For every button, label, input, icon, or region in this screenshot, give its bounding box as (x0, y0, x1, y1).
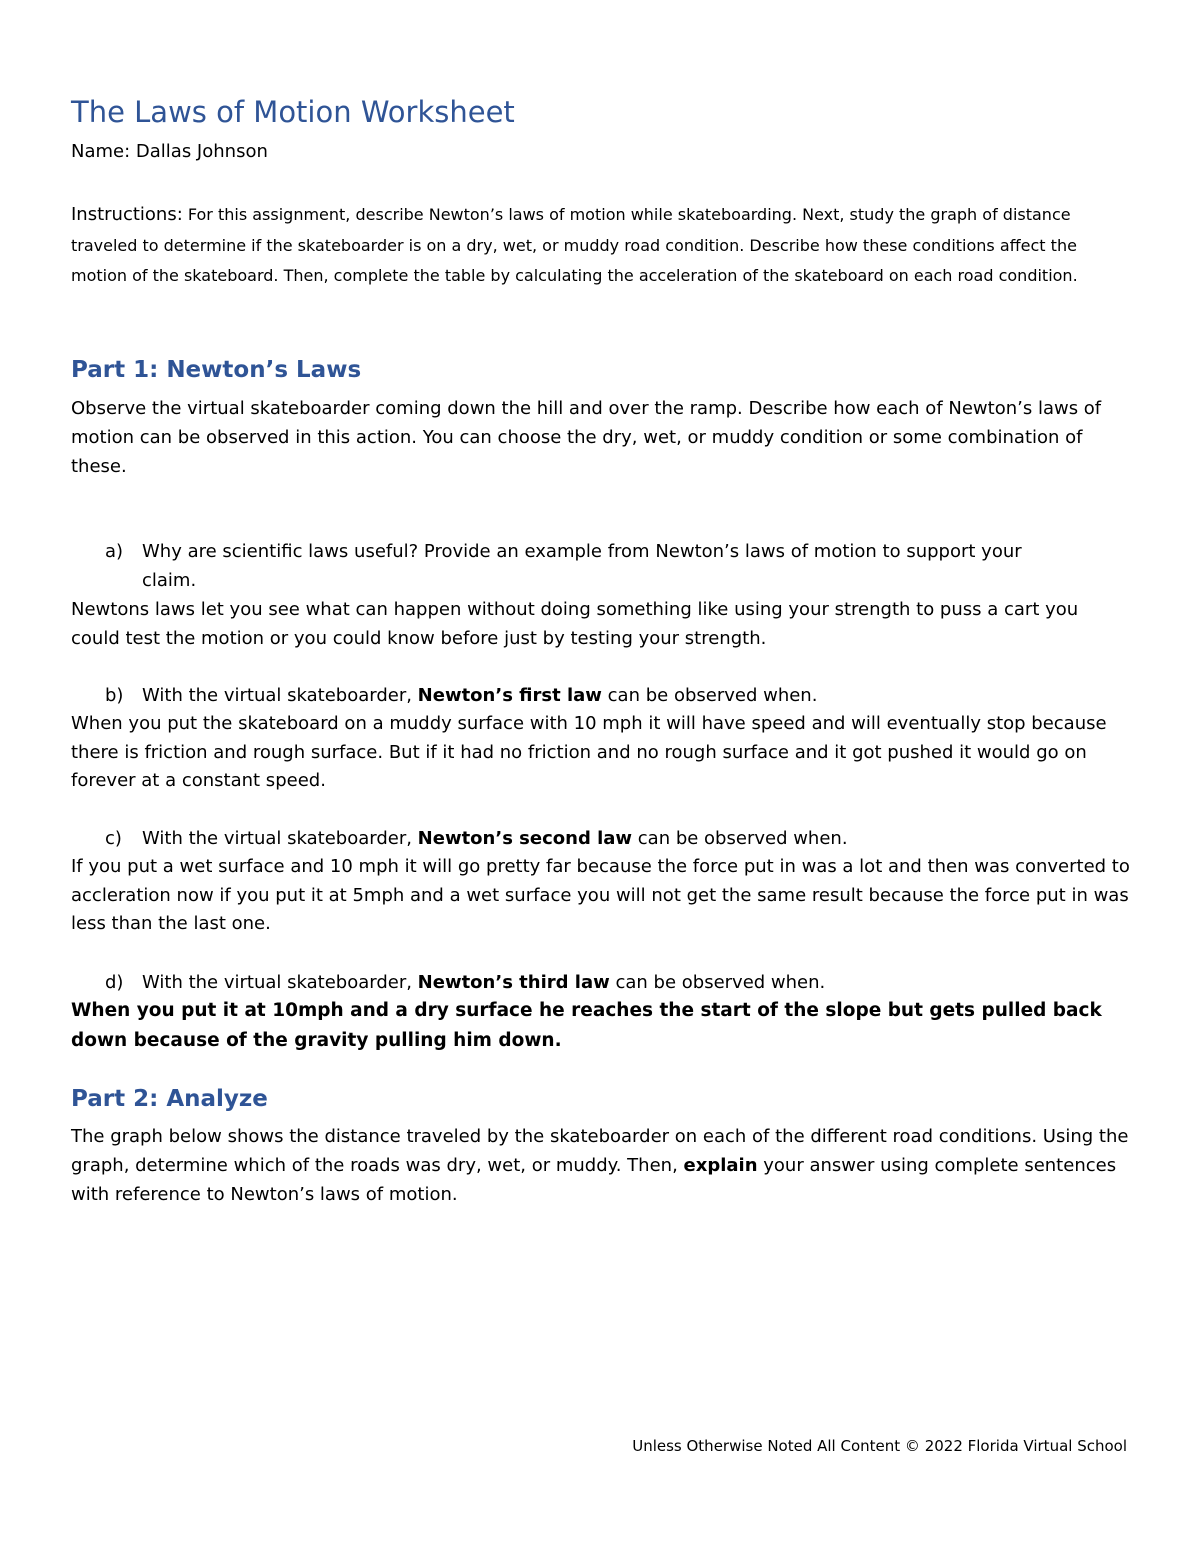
question-suffix: can be observed when. (601, 685, 818, 706)
part2-heading: Part 2: Analyze (71, 1086, 268, 1112)
answer-d: When you put it at 10mph and a dry surface he reaches the start of the slope but gets pulled back down because of the gravity pulling him down. (71, 1000, 1102, 1051)
part1-intro: Observe the virtual skateboarder coming down the hill and over the ramp. Describe how each of Newton’s laws of motion can be observed in this action. You can choose the dry, wet, or muddy condition or some combination of these. (71, 398, 1102, 477)
question-marker: c) (105, 828, 122, 849)
question-marker: a) (105, 541, 124, 562)
question-b (105, 681, 1105, 710)
instructions-label: Instructions: (71, 204, 183, 225)
part2-text (71, 1122, 1131, 1209)
question-marker: b) (105, 685, 124, 706)
question-prefix: With the virtual skateboarder, (142, 828, 418, 849)
question-d (105, 968, 1105, 997)
question-marker: d) (105, 972, 124, 993)
question-bold: Newton’s first law (417, 685, 602, 706)
question-suffix: can be observed when. (632, 828, 848, 849)
page-title: The Laws of Motion Worksheet (71, 95, 515, 129)
name-value: Dallas Johnson (135, 141, 268, 162)
question-text: Why are scientific laws useful? Provide an example from Newton’s laws of motion to support your (142, 541, 1022, 562)
question-text-continued: claim. (142, 570, 197, 591)
student-name (71, 141, 268, 162)
name-label: Name: (71, 141, 131, 162)
instructions (71, 200, 1121, 292)
answer-a: Newtons laws let you see what can happen without doing something like using your strength to puss a cart you could test the motion or you could know before just by testing your strength. (71, 599, 1079, 649)
question-a (105, 537, 1105, 595)
question-c (105, 824, 1105, 853)
question-prefix: With the virtual skateboarder, (142, 972, 418, 993)
answer-c: If you put a wet surface and 10 mph it will go pretty far because the force put in was a lot and then was converted to accleration now if you put it at 5mph and a wet surface you will not get the same result because the force put in was less than the last one. (71, 856, 1130, 935)
part1-heading: Part 1: Newton’s Laws (71, 357, 362, 383)
answer-b: When you put the skateboard on a muddy surface with 10 mph it will have speed and will eventually stop because there is friction and rough surface. But if it had no friction and no rough surface and it got pushed it would go on forever at a constant speed. (71, 713, 1107, 792)
copyright-footer: Unless Otherwise Noted All Content © 2022 Florida Virtual School (632, 1437, 1127, 1455)
instructions-text: For this assignment, describe Newton’s laws of motion while skateboarding. Next, study the graph of distance traveled to determine if the skateboarder is on a dry, wet, or muddy road condition. Describe how these conditions affect the motion of the skateboard. Then, complete the table by calculating the acceleration of the skateboard on each road condition. (71, 205, 1078, 286)
part2-bold: explain (683, 1155, 758, 1176)
part2-text-before: The graph below shows the distance traveled by the skateboarder on each of the different road conditions. Using the graph, determine which of the roads was dry, wet, or muddy. Then, (71, 1126, 1129, 1176)
question-bold: Newton’s third law (417, 972, 610, 993)
question-prefix: With the virtual skateboarder, (142, 685, 418, 706)
question-bold: Newton’s second law (417, 828, 633, 849)
question-suffix: can be observed when. (609, 972, 826, 993)
part2-text-after: your answer using complete sentences with reference to Newton’s laws of motion. (71, 1155, 1117, 1205)
